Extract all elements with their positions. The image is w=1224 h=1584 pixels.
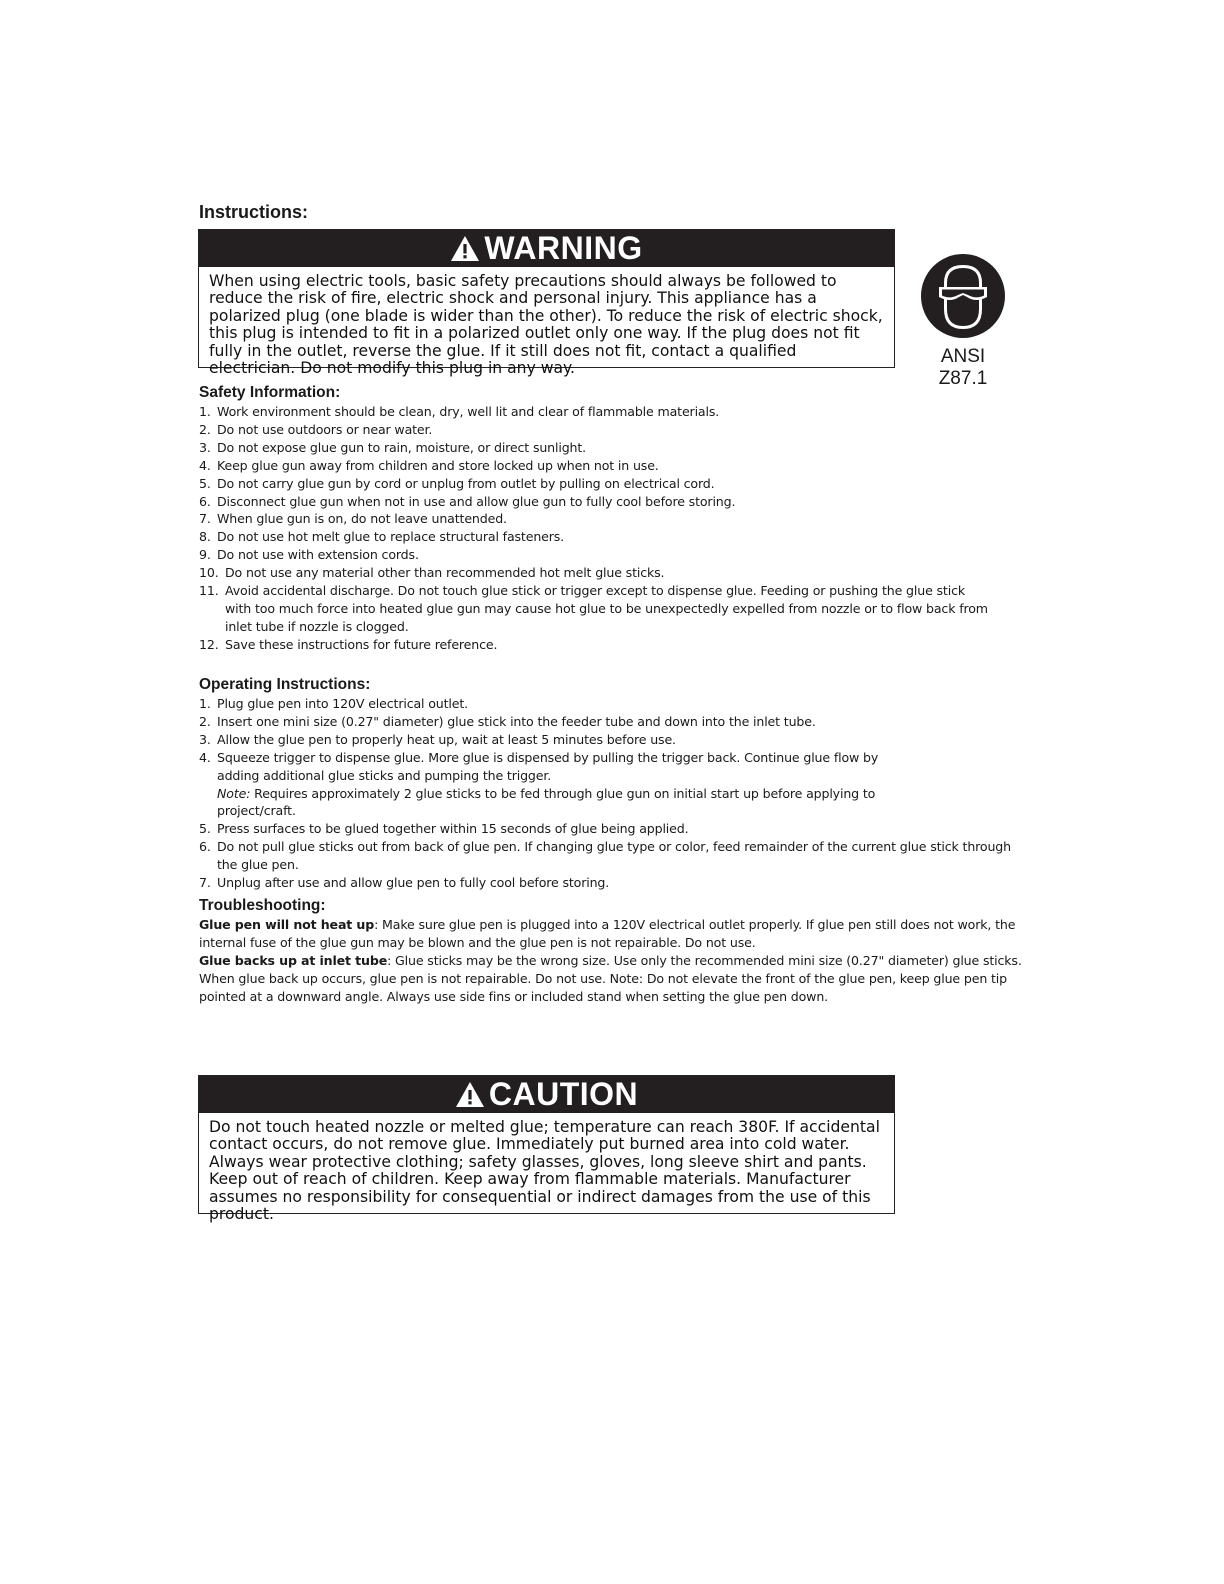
operating-section bbox=[199, 676, 1029, 892]
warning-box bbox=[198, 229, 895, 378]
warning-text: When using electric tools, basic safety precautions should always be followed to reduce the risk of fire, electric shock and personal injury. This appliance has a polarized plug (one blade is wider than the other). To reduce the risk of electric shock, this plug is intended to fit in a polarized outlet only one way. If the plug does not fit fully in the outlet, reverse the glue. If it still does not fit, contact a qualified electrician. Do not modify this plug in any way. bbox=[209, 272, 883, 378]
troubleshooting-title: Troubleshooting: bbox=[199, 897, 326, 914]
warning-title: WARNING bbox=[484, 230, 643, 266]
warning-triangle-icon bbox=[450, 235, 480, 262]
warning-triangle-icon bbox=[455, 1081, 485, 1108]
ansi-label: ANSI Z87.1 bbox=[938, 346, 988, 389]
troubleshooting-entry: Glue backs up at inlet tube: Glue sticks may be the wrong size. Use only the recommended mini size (0.27" diameter) glue sticks. When glue back up occurs, glue pen is not repairable. Do not use. Note: Do not elevate the front of the glue pen, keep glue pen tip pointed at a downward angle. Always use side fins or included stand when setting the glue pen down. bbox=[199, 953, 1022, 1004]
list-item: 10. Do not use any material other than recommended hot melt glue sticks. bbox=[199, 565, 665, 581]
list-item: 3. Do not expose glue gun to rain, moisture, or direct sunlight. bbox=[199, 439, 587, 455]
warning-header bbox=[199, 230, 894, 267]
note-label: Note: bbox=[217, 785, 251, 801]
list-item: 11. Avoid accidental discharge. Do not touch glue stick or trigger except to dispense glue. Feeding or pushing the glue stick with too much force into heated glue gun may cause hot glue to be unexpectedly expelled from nozzle or to flow back from inlet tube if nozzle is clogged. bbox=[199, 583, 988, 634]
entry-label: Glue pen will not heat up bbox=[199, 917, 375, 932]
list-item: 6. Disconnect glue gun when not in use and allow glue gun to fully cool before storing. bbox=[199, 493, 736, 509]
caution-title: CAUTION bbox=[488, 1076, 639, 1112]
caution-header bbox=[199, 1076, 894, 1113]
list-item: 4. Squeeze trigger to dispense glue. More glue is dispensed by pulling the trigger back. Continue glue flow by adding additional glue sticks and pumping the trigger. Note: Requires approximately 2 glue sticks to be fed through glue gun on initial start up before applying to project/craft. bbox=[199, 749, 879, 819]
list-item: 1. Plug glue pen into 120V electrical outlet. bbox=[199, 696, 468, 711]
list-item: 2. Do not use outdoors or near water. bbox=[199, 421, 433, 437]
list-item: 5. Do not carry glue gun by cord or unplug from outlet by pulling on electrical cord. bbox=[199, 475, 715, 491]
list-item: 2. Insert one mini size (0.27" diameter) glue stick into the feeder tube and down into the inlet tube. bbox=[199, 713, 816, 729]
list-item: 4. Keep glue gun away from children and store locked up when not in use. bbox=[199, 457, 659, 473]
list-item: 5. Press surfaces to be glued together within 15 seconds of glue being applied. bbox=[199, 821, 689, 837]
operating-list bbox=[199, 695, 1029, 892]
list-item: 3. Allow the glue pen to properly heat up, wait at least 5 minutes before use. bbox=[199, 731, 676, 747]
list-item: 7. When glue gun is on, do not leave unattended. bbox=[199, 511, 507, 527]
list-item: 8. Do not use hot melt glue to replace structural fasteners. bbox=[199, 529, 565, 545]
goggles-symbol bbox=[918, 253, 1008, 390]
safety-title: Safety Information: bbox=[199, 384, 341, 401]
safety-goggles-icon bbox=[920, 253, 1006, 339]
caution-text: Do not touch heated nozzle or melted glue; temperature can reach 380F. If accidental contact occurs, do not remove glue. Immediately put burned area into cold water. Always wear protective clothing; safety glasses, gloves, long sleeve shirt and pants. Keep out of reach of children. Keep away from flammable materials. Manufacturer assumes no responsibility for consequential or indirect damages from the use of this product. bbox=[209, 1118, 880, 1224]
page-title: Instructions: bbox=[199, 202, 309, 222]
entry-label: Glue backs up at inlet tube bbox=[199, 953, 388, 968]
troubleshooting-entry: Glue pen will not heat up: Make sure glue pen is plugged into a 120V electrical outlet properly. If glue pen still does not work, the internal fuse of the glue gun may be blown and the glue pen is not repairable. Do not use. bbox=[199, 917, 1016, 950]
list-item: 6. Do not pull glue sticks out from back of glue pen. If changing glue type or color, feed remainder of the current glue stick through the glue pen. bbox=[199, 839, 1011, 873]
list-item: 7. Unplug after use and allow glue pen to fully cool before storing. bbox=[199, 875, 610, 891]
safety-section bbox=[199, 384, 1029, 654]
list-item: 9. Do not use with extension cords. bbox=[199, 547, 419, 563]
operating-title: Operating Instructions: bbox=[199, 676, 371, 693]
safety-list bbox=[199, 403, 1029, 654]
list-item: 1. Work environment should be clean, dry, well lit and clear of flammable materials. bbox=[199, 404, 720, 419]
caution-box bbox=[198, 1075, 895, 1224]
list-item: 12. Save these instructions for future reference. bbox=[199, 636, 498, 652]
note-text: Requires approximately 2 glue sticks to be fed through glue gun on initial start up before applying to project/craft. bbox=[217, 785, 876, 819]
troubleshooting-section bbox=[199, 897, 1029, 1006]
